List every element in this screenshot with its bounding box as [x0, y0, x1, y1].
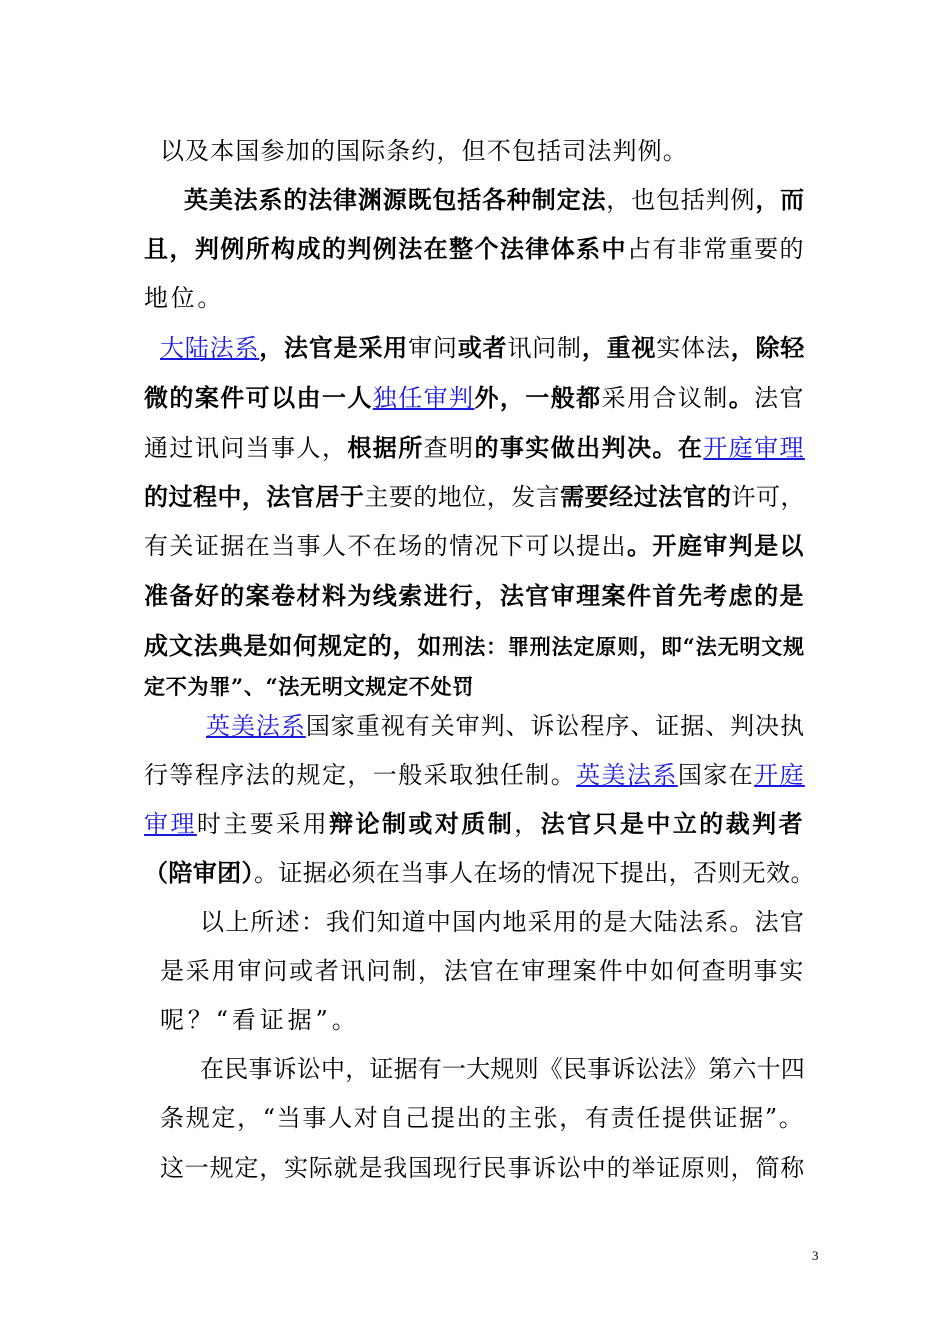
text-run: 呢？“看证据”。 — [160, 1006, 360, 1034]
bold-text: （陪审团） — [144, 858, 254, 887]
text-line — [144, 283, 224, 313]
text-run: 以及本国参加的国际条约，但不包括司法判例。 — [160, 137, 688, 165]
bold-text: 外，一般都 — [474, 383, 602, 412]
text-run: ， — [514, 810, 541, 838]
bold-text: 或者 — [457, 333, 508, 362]
bold-text: ，法官是采用 — [259, 333, 409, 362]
text-line — [206, 711, 805, 741]
bold-text: 。 — [728, 383, 755, 412]
bold-text: ，重视 — [581, 333, 657, 362]
text-run: 占有非常重要的 — [626, 235, 805, 263]
text-line — [200, 1054, 805, 1084]
term-link[interactable]: 开庭 — [754, 761, 805, 789]
text-line — [144, 631, 805, 661]
bold-text: ，而 — [755, 185, 806, 214]
text-line — [160, 1005, 360, 1035]
text-line — [144, 234, 805, 264]
term-link[interactable]: 审理 — [144, 810, 197, 838]
bold-text: 根据所 — [347, 433, 424, 462]
text-line — [144, 433, 805, 463]
text-run: 地位。 — [144, 284, 225, 312]
term-link[interactable]: 英美法系 — [576, 761, 678, 789]
page-number: 3 — [812, 1248, 819, 1263]
text-run: 行等程序法的规定，一般采取独任制。 — [144, 761, 577, 789]
text-line — [144, 858, 815, 888]
text-run: 有关证据在当事人不在场的情况下可以提出 — [144, 532, 627, 560]
text-run: 国家重视有关审判、诉讼程序、证据、判决执 — [305, 712, 806, 740]
bold-text: 英美法系的法律渊源既包括各种制定法 — [184, 185, 607, 214]
text-run: 这一规定，实际就是我国现行民事诉讼中的举证原则，简称 — [160, 1154, 806, 1182]
text-run: 审问 — [408, 334, 458, 362]
text-line — [200, 907, 805, 937]
text-run: 条规定，“当事人对自己提出的主张，有责任提供证据”。 — [160, 1104, 805, 1132]
bold-text: 需要经过法官的 — [560, 482, 732, 511]
text-line — [144, 482, 805, 512]
bold-text: 刑法：罪刑法定原则，即“法无明文规 — [442, 634, 806, 659]
text-line — [144, 383, 805, 413]
text-run: 国家在 — [677, 761, 755, 789]
text-line — [144, 760, 805, 790]
text-run: 采用合议制 — [601, 384, 729, 412]
bold-text: ，除轻 — [730, 333, 806, 362]
text-line — [144, 671, 474, 701]
text-run: 主要的地位，发言 — [364, 483, 561, 511]
text-run: 讯问制 — [507, 334, 582, 362]
term-link[interactable]: 独任审判 — [372, 384, 475, 412]
bold-text: 定不为罪”、“法无明文规定不处罚 — [144, 674, 475, 699]
bold-text: 准备好的案卷材料为线索进行，法官审理案件首先考虑的是 — [144, 581, 805, 610]
bold-text: 微的案件可以由一人 — [144, 383, 373, 412]
text-line — [184, 185, 805, 215]
text-run: 以上所述：我们知道中国内地采用的是大陆法系。法官 — [200, 908, 806, 936]
text-run: 实体法 — [656, 334, 731, 362]
text-run: 查明 — [423, 434, 475, 462]
bold-text: 且，判例所构成的判例法在整个法律体系中 — [144, 234, 627, 263]
text-line — [160, 956, 805, 986]
text-run: 法官 — [754, 384, 805, 412]
bold-text: 的过程中，法官居于 — [144, 482, 365, 511]
text-line — [144, 581, 805, 611]
text-line — [160, 1153, 805, 1183]
text-run: 时主要采用 — [196, 810, 330, 838]
text-line — [160, 136, 688, 166]
bold-text: 的事实做出判决。在 — [474, 433, 704, 462]
text-line — [160, 1103, 804, 1133]
text-line — [160, 333, 805, 363]
text-run: ，也包括判例 — [606, 186, 756, 214]
bold-text: 法官只是中立的裁判者 — [540, 809, 806, 838]
bold-text: 辩论制或对质制 — [329, 809, 515, 838]
text-run: 是采用审问或者讯问制，法官在审理案件中如何查明事实 — [160, 957, 805, 985]
text-line — [144, 809, 805, 839]
text-line — [144, 531, 805, 561]
term-link[interactable]: 大陆法系 — [160, 334, 260, 362]
text-run: 。证据必须在当事人在场的情况下提出，否则无效。 — [253, 859, 815, 887]
term-link[interactable]: 开庭审理 — [703, 434, 805, 462]
text-run: 许可， — [731, 483, 805, 511]
text-run: 通过讯问当事人， — [144, 434, 348, 462]
term-link[interactable]: 英美法系 — [206, 712, 306, 740]
text-run: 在民事诉讼中，证据有一大规则《民事诉讼法》第六十四 — [200, 1055, 805, 1083]
bold-text: 。开庭审判是以 — [626, 531, 805, 560]
bold-text: 成文法典是如何规定的，如 — [144, 631, 443, 660]
